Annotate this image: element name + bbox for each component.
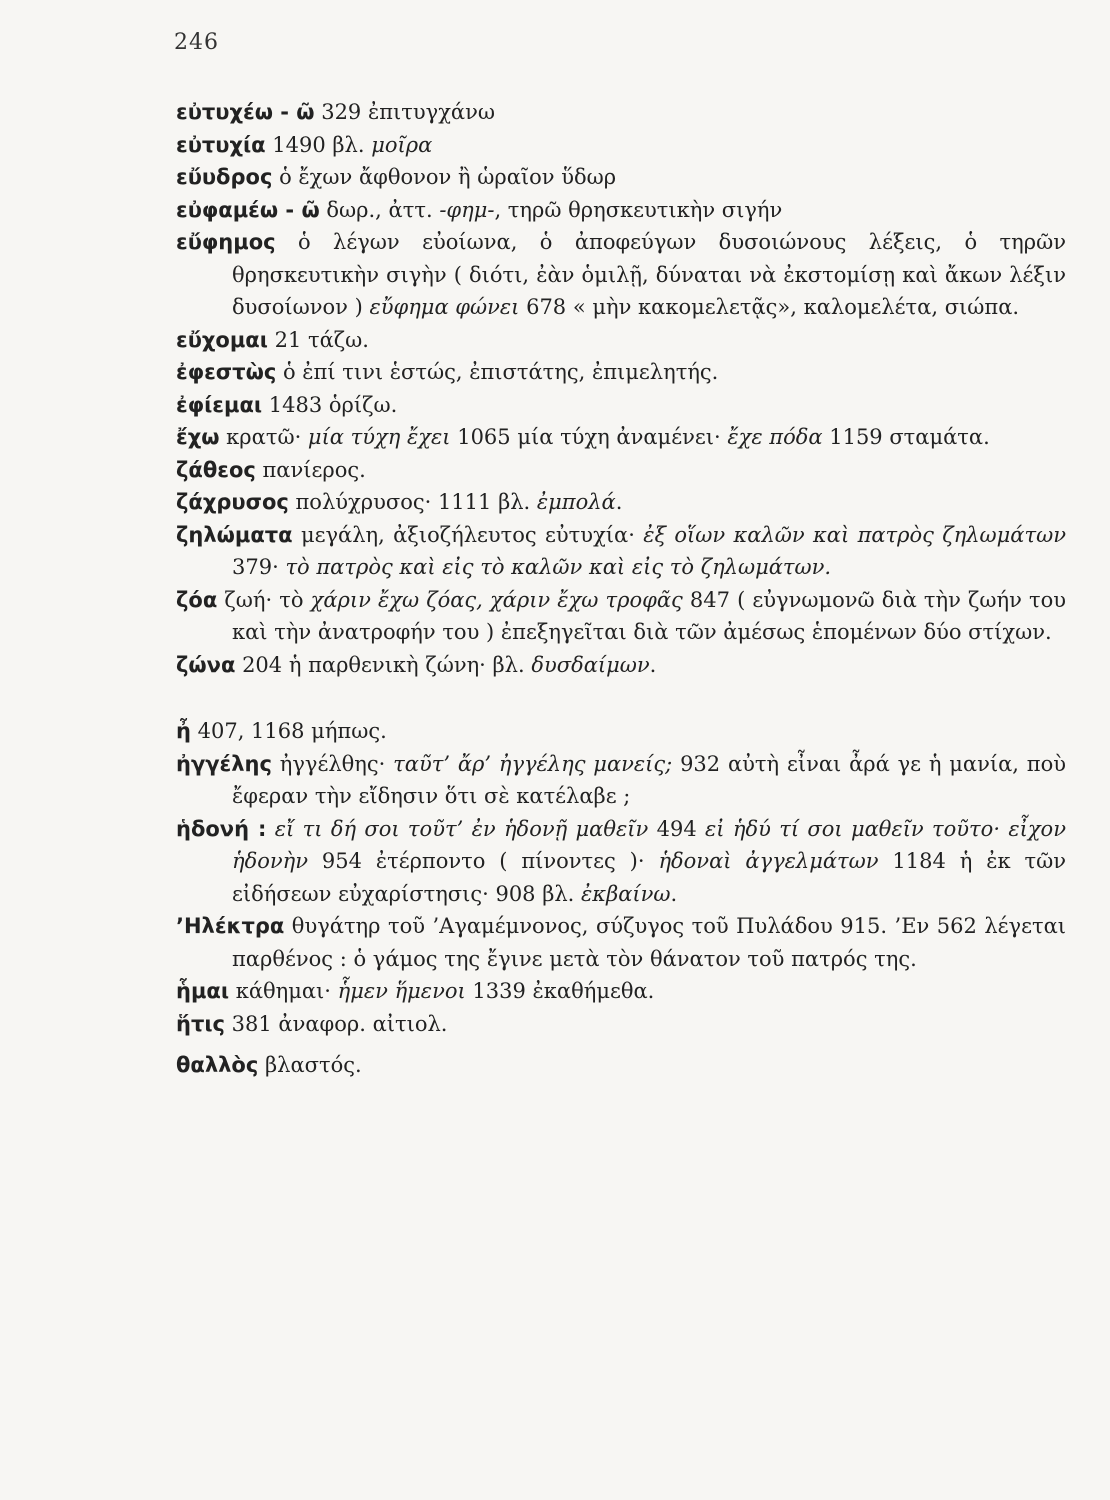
- entry-definition: .: [615, 490, 623, 514]
- glossary-entry: [176, 519, 1066, 584]
- glossary-entry: [176, 194, 1066, 227]
- entry-definition: 1483 ὁρίζω.: [262, 392, 398, 417]
- glossary-entry: [176, 1008, 1066, 1041]
- entry-definition: .: [670, 881, 678, 906]
- page-number: 246: [174, 30, 219, 55]
- glossary-entry: [176, 161, 1066, 194]
- entry-definition: 21 τάζω.: [267, 327, 369, 352]
- entry-headword: ζόα: [176, 587, 218, 612]
- glossary-entry: [176, 748, 1066, 813]
- entry-citation: ἐξ οἵων καλῶν καὶ πατρὸς ζηλωμάτων: [643, 522, 1066, 547]
- entry-definition: κρατῶ·: [219, 425, 308, 449]
- entry-definition: μεγάλη, ἀξιοζήλευτος εὐτυχία·: [292, 522, 644, 547]
- glossary-entry: [176, 813, 1066, 911]
- entry-definition: κάθημαι·: [229, 979, 338, 1003]
- entry-definition: ζωή· τὸ: [217, 587, 311, 612]
- entry-definition: , τηρῶ θρησκευτικὴν σιγήν: [494, 197, 783, 222]
- entry-citation: μοῖρα: [371, 132, 433, 157]
- entry-headword: εὐφαμέω - ῶ: [176, 197, 320, 222]
- entry-headword: ’Ηλέκτρα: [176, 914, 285, 938]
- glossary-entry: [176, 226, 1066, 324]
- glossary-entry: [176, 96, 1066, 129]
- entry-headword: εὔφημος: [176, 230, 276, 254]
- entry-headword: ἧμαι: [176, 979, 230, 1003]
- entry-citation: χάριν ἔχω ζόας, χάριν ἔχω τροφᾶς: [310, 587, 683, 612]
- entry-definition: 932 αὐτὴ εἶναι ἆρά γε ἡ μανία, ποὺ ἔφεραν τὴν εἴδησιν ὅτι σὲ κατέλαβε ;: [232, 751, 1067, 808]
- entry-headword: ἠγγέλης: [176, 751, 272, 776]
- entry-definition: 1159 σταμάτα.: [822, 425, 990, 449]
- entry-definition: [266, 817, 274, 841]
- glossary-entry: [176, 421, 1066, 454]
- entry-citation: ταῦτ’ ἄρ’ ἠγγέλης μανείς;: [393, 751, 673, 776]
- entry-headword: ἐφεστὼς: [176, 360, 277, 384]
- entry-citation: -φημ-: [439, 197, 495, 222]
- entry-headword: εὐτυχέω - ῶ: [176, 100, 315, 124]
- entry-definition: 1490 βλ.: [265, 132, 372, 157]
- entry-headword: ζώνα: [176, 652, 236, 677]
- glossary-entry: [176, 715, 1066, 748]
- entry-headword: ζηλώματα: [176, 522, 293, 547]
- entry-definition: ἠγγέλθης·: [271, 751, 394, 776]
- entry-headword: εὔχομαι: [176, 327, 268, 352]
- glossary-entry: [176, 486, 1066, 519]
- glossary-entry: [176, 129, 1066, 162]
- entry-headword: ἔχω: [176, 425, 220, 449]
- entry-definition: 1184 ἡ ἐκ τῶν εἰδήσεων εὐχαρίστησις· 908 βλ.: [232, 849, 1066, 906]
- entry-definition: 379·: [232, 555, 286, 579]
- entry-definition: 678 « μὴν κακομελετᾷς», καλομελέτα, σιώπα.: [519, 295, 1020, 319]
- entry-headword: θαλλὸς: [176, 1053, 259, 1077]
- entry-definition: 847 ( εὐγνωμονῶ διὰ τὴν ζωήν του καὶ τὴν ἀνατροφήν του ) ἐπεξηγεῖται διὰ τῶν ἀμέσως ἑπομένων δύο στίχων.: [232, 587, 1066, 644]
- entry-citation: ἡδοναὶ ἀγγελμάτων: [658, 849, 879, 873]
- entry-citation: ἧμεν ἥμενοι: [337, 979, 466, 1003]
- entry-definition: 954 ἐτέρποντο ( πίνοντες )·: [307, 849, 659, 873]
- entry-definition: .: [649, 652, 657, 677]
- entry-definition: ὁ ἐπί τινι ἑστώς, ἐπιστάτης, ἐπιμελητής.: [276, 360, 719, 384]
- entry-citation: εἴ τι δή σοι τοῦτ’ ἐν ἡδονῇ μαθεῖν: [274, 816, 649, 841]
- entry-definition: 494: [648, 816, 706, 841]
- glossary-entry: [176, 389, 1066, 422]
- glossary-entry: [176, 356, 1066, 389]
- entry-citation: δυσδαίμων: [531, 652, 650, 677]
- entry-headword: ζάθεος: [176, 457, 256, 482]
- entry-citation: ἔχε πόδα: [727, 425, 823, 449]
- entry-headword: ζάχρυσος: [176, 490, 289, 514]
- entry-headword: ἐφίεμαι: [176, 392, 263, 417]
- entry-definition: δωρ., ἀττ.: [319, 197, 440, 222]
- entry-citation: εἰ ἡδύ τί σοι μαθεῖν τοῦτο· εἶχον ἡδονὴν: [232, 816, 1066, 873]
- entry-headword: εὐτυχία: [176, 132, 266, 157]
- entry-definition: θυγάτηρ τοῦ ’Αγαμέμνονος, σύζυγος τοῦ Πυλάδου 915. ’Εν 562 λέγεται παρθένος : ὁ γάμος της ἔγινε μετὰ τὸν θάνατον τοῦ πατρός της.: [232, 914, 1066, 971]
- entry-definition: 1339 ἐκαθήμεθα.: [465, 979, 655, 1003]
- glossary-entry: [176, 584, 1066, 649]
- entry-headword: εὔυδρος: [176, 165, 273, 189]
- glossary-entry: [176, 1049, 1066, 1082]
- entry-citation: ἐκβαίνω: [581, 881, 671, 906]
- entry-definition: 204 ἡ παρθενικὴ ζώνη· βλ.: [235, 652, 532, 677]
- entry-definition: πανίερος.: [255, 457, 366, 482]
- entry-headword: ἥτις: [176, 1011, 225, 1036]
- glossary-entries: [176, 96, 1066, 1082]
- entry-definition: ὁ ἔχων ἄφθονον ἢ ὡραῖον ὕδωρ: [272, 165, 617, 189]
- glossary-entry: [176, 910, 1066, 975]
- entry-citation: τὸ πατρὸς καὶ εἰς τὸ καλῶν καὶ εἰς τὸ ζηλωμάτων.: [285, 555, 832, 579]
- glossary-entry: [176, 324, 1066, 357]
- entry-definition: 381 ἀναφορ. αἰτιολ.: [224, 1011, 448, 1036]
- entry-definition: πολύχρυσος· 1111 βλ.: [288, 490, 537, 514]
- entry-citation: εὔφημα φώνει: [369, 295, 520, 319]
- entry-definition: βλαστός.: [258, 1053, 362, 1077]
- entry-definition: 407, 1168 μήπως.: [190, 719, 387, 743]
- entry-headword: ἦ: [176, 719, 191, 743]
- glossary-entry: [176, 649, 1066, 682]
- entry-headword: ἡδονή :: [176, 816, 267, 841]
- glossary-entry: [176, 454, 1066, 487]
- entry-definition: ὁ λέγων εὐοίωνα, ὁ ἀποφεύγων δυσοιώνους λέξεις, ὁ τηρῶν θρησκευτικὴν σιγὴν ( διότι, ἐὰν ὁμιλῇ, δύναται νὰ ἐκστομίσῃ καὶ ἄκων λέξιν δυσοίωνον ): [232, 230, 1066, 319]
- entry-citation: ἐμπολά: [536, 490, 616, 514]
- glossary-entry: [176, 975, 1066, 1008]
- entry-citation: μία τύχη ἔχει: [307, 425, 451, 449]
- entry-definition: 329 ἐπιτυγχάνω: [314, 100, 495, 124]
- entry-definition: 1065 μία τύχη ἀναμένει·: [450, 425, 728, 449]
